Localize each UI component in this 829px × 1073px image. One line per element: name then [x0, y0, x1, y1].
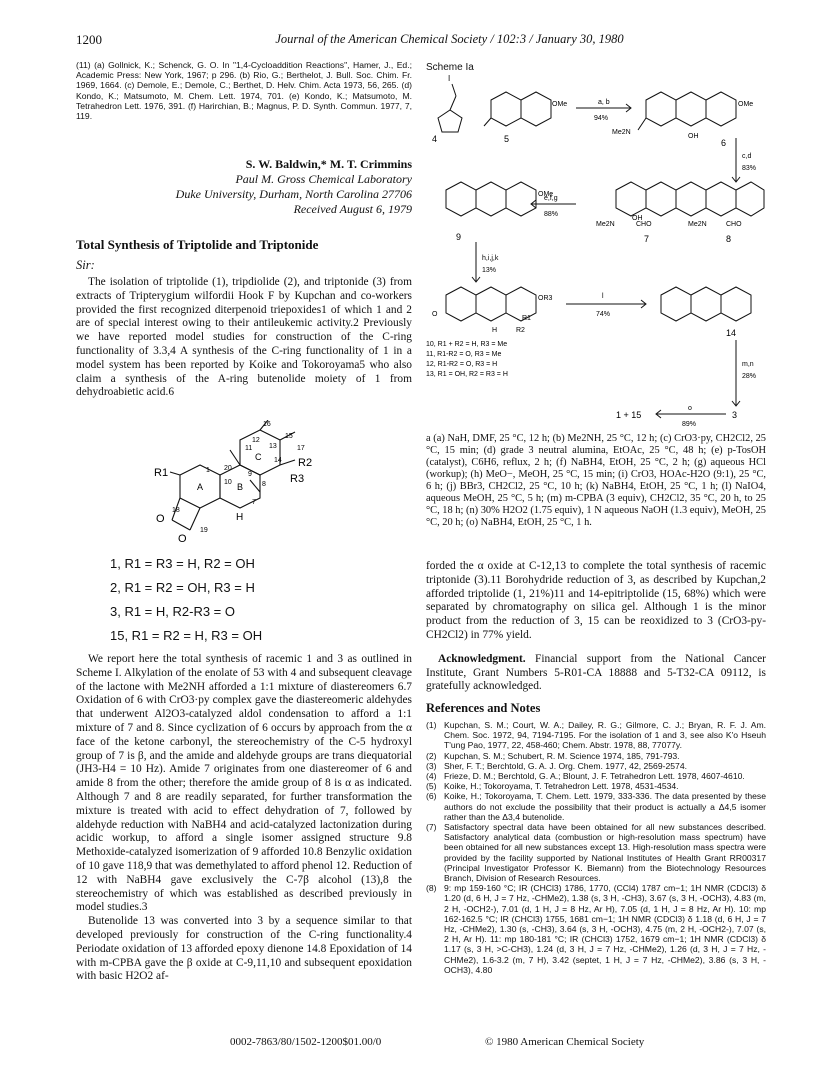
atom-r1: R1: [522, 315, 531, 322]
reference-item: [426, 781, 766, 791]
author-lab: Paul M. Gross Chemical Laboratory: [235, 172, 412, 186]
paragraph-intro: [76, 276, 412, 400]
atom-ome-5: OMe: [552, 101, 568, 108]
references-title: References and Notes: [426, 701, 541, 716]
yield-mn: 28%: [742, 373, 757, 380]
ref-text: Kupchan, S. M.; Court, W. A.; Dailey, R. G.; Gilmore, C. J.; Bryan, R. F. J. Am. Chem. Soc. 1972, 94, 7194-7195. For the isolation of 1 and 3, see also K'o Hseuh T'ung Pao, 1977, 22, 458-460; Chem. Abstr. 1978, 88, 77077y.: [444, 719, 766, 751]
reagent-o: o: [688, 405, 692, 412]
acknowledgment: [426, 653, 766, 694]
compound-8-label: 8: [726, 234, 732, 244]
scheme-list-11: 11, R1-R2 = O, R3 = Me: [426, 351, 502, 358]
ref-number: (5): [426, 781, 437, 792]
reference-list: [426, 720, 766, 975]
struct-label-8: 8: [262, 481, 266, 488]
struct-ring-b: B: [237, 482, 244, 492]
ref-text: Koike, H.; Tokoroyama, T. Chem. Lett. 1979, 333-336. The data presented by these authors do not exclude the possibility that their product is actually a Δ4,5 isomer rather than the Δ3,4 butenolide.: [444, 791, 766, 822]
struct-label-16: 16: [263, 421, 271, 428]
salutation: Sir:: [76, 258, 95, 272]
scheme-list-13: 13, R1 = OH, R2 = R3 = H: [426, 371, 508, 378]
ref-number: (7): [426, 822, 437, 832]
struct-label-9: 9: [248, 471, 252, 478]
ref-number: (8): [426, 883, 437, 894]
scheme-title: Scheme Ia: [426, 62, 474, 73]
struct-ring-c: C: [255, 452, 262, 462]
atom-or3: OR3: [538, 295, 553, 302]
author-university: Duke University, Durham, North Carolina 27706: [175, 187, 412, 201]
reference-item: [426, 791, 766, 822]
top-reference: (11) (a) Gollnick, K.; Schenck, G. O. In "1,4-Cycloaddition Reactions", Hamer, J., Ed.; Academic Press: New York, 1967; p 296. (b) Rio, G.; Berthelot, J. Bull. Soc. Chim. Fr. 1969, 1664. (c) Demole, E.; Demole, C.; Berthet, D. Helv. Chim. Acta 1973, 56, 265. (d) Kondo, K.; Matsumoto, M. Chem. Lett. 1974, 701. (e) Kondo, K.; Matsumoto, M. Tetrahedron Lett. 1976, 391. (f) Harirchian, B.; Magnus, P. D. Synth. Commun. 1977, 7, 119.: [76, 60, 412, 122]
struct-label-13: 13: [269, 443, 277, 450]
legend-line-3: 3, R1 = H, R2-R3 = O: [110, 604, 235, 619]
paragraph-body: [76, 653, 412, 984]
reference-item: [426, 883, 766, 975]
compound-4-ring: [438, 110, 462, 132]
atom-cho-8: CHO: [726, 221, 742, 228]
ref-text: Kupchan, S. M.; Schubert, R. M. Science 1974, 185, 791-793.: [444, 750, 680, 761]
struct-label-r1: R1: [154, 467, 169, 479]
triptolide-structure: [150, 420, 350, 550]
struct-label-r2: R2: [298, 457, 313, 469]
struct-label-h: H: [236, 512, 244, 523]
journal-header: Journal of the American Chemical Society / 102:3 / January 30, 1980: [275, 32, 624, 46]
struct-label-18: 18: [172, 507, 180, 514]
ref-number: (2): [426, 750, 437, 761]
atom-me2n-6: Me2N: [612, 129, 631, 136]
reference-item: [426, 720, 766, 751]
body-text-1: We report here the total synthesis of racemic 1 and 3 as outlined in Scheme I. Alkylation of the enolate of 53 with 4 and subsequent cleavage of the lactone with Me2NH afforded a 1:1 mixture of diastereomers 6.7 Oxidation of 6 with CrO3·py complex gave the diastereomeric aldehydes that underwent Al2O3-catalyzed aldol condensation to afford a 1:1 mixture of 7 and 8. Since cyclization of 6 occurs by approach from the α face of the ketone carbonyl, the stereochemistry of the C-5 hydroxyl group of 7 is β, and the amide and aldehyde groups are trans diequatorial (JH3-H4 = 10 Hz). Amide 7 originates from one diastereomer of 6 and amide 8 from the other; therefore the amide group of 8 is α as indicated. Although 7 and 8 are readily separated, for further transformation the mixture is treated with acid to effect dehydration of 7, followed by aldehyde reduction with NaBH4 and acid-catalyzed lactonization during acidic workup, to afford a single isomer assigned structure 9.8 Methoxide-catalyzed isomerization of 9 afforded 10.8 Benzylic oxidation of 10 gave 118,9 that was demethylated to afford phenol 12. Reduction of 12 with NaBH4 gave exclusively the C-7β alcohol (13),8 the stereochemistry of which was established as described previously in model studies.3: [76, 653, 412, 914]
article-title: Total Synthesis of Triptolide and Triptonide: [76, 237, 319, 252]
reagent-cd: c,d: [742, 153, 752, 160]
reagent-hijk: h,i,j,k: [482, 255, 499, 262]
received-date: Received August 6, 1979: [293, 202, 412, 216]
reference-item: [426, 771, 766, 781]
ack-text: Financial support from the National Cancer Institute, Grant Numbers 5-R01-CA 18888 and 5-T32-CA 09112, is gratefully acknowledged.: [426, 652, 766, 693]
legend-line-2: 2, R1 = R2 = OH, R3 = H: [110, 580, 255, 595]
scheme-bottom-right: 3: [732, 410, 738, 420]
compound-9-label: 9: [456, 232, 462, 242]
right-paragraph: forded the α oxide at C-12,13 to complete the total synthesis of racemic triptonide (3).11 Borohydride reduction of 3, as described by Kupchan,2 afforded triptolide (1, 21%)11 and 14-epitriptolide (15, 68%) which were separated by chromatography on silica gel. Although 1 is the minor product from the reduction of 3, 15 can be reoxidized to 3 (CrO3-py-CH2Cl2) in 77% yield.: [426, 560, 766, 641]
struct-label-r3: R3: [290, 473, 305, 485]
yield-cd: 83%: [742, 165, 757, 172]
author-block: [76, 157, 412, 217]
page-number: 1200: [76, 32, 102, 47]
struct-label-17: 17: [297, 445, 305, 452]
compound-6-label: 6: [721, 138, 727, 148]
ref-number: (3): [426, 760, 437, 771]
yield-l: 74%: [596, 311, 611, 318]
structure-legend: [110, 552, 420, 648]
struct-ring-a: A: [197, 482, 204, 492]
atom-i: I: [448, 74, 451, 83]
reference-item: [426, 751, 766, 761]
intro-text: The isolation of triptolide (1), tripdiolide (2), and triptonide (3) from extracts of Tripterygium wilfordii Hook F by Kupchan and co-workers provided the first recognized diterpenoid triepoxides1 of which 1 and 2 are of special interest owing to their antileukemic activity.2 Previously we have reported model studies for construction of the C-ring functionality of 3.3,4 A synthesis of the C-ring functionality of 1 in a model system has been reported by Koike and Tokoroyama5 who also claim a synthesis of the A-ring butenolide moiety of 1 from dehydroabietic acid.6: [76, 276, 412, 399]
legend-line-4: 15, R1 = R2 = H, R3 = OH: [110, 628, 263, 643]
ref-text: 9: mp 159-160 °C; IR (CHCl3) 1786, 1770, (CCl4) 1787 cm−1; 1H NMR (CDCl3) δ 1.20 (d, 6 H, J = 7 Hz, -CHMe2), 1.38 (s, 3 H, -CH3), 3.67 (s, 3 H, -OCH3), 4.83 (m, 2 H, -OCH2-), 7.01 (d, 1 H, J = 8 Hz, Ar H), 7.05 (d, 1 H, J = 8 Hz, Ar H). 10: mp 162-162.5 °C; IR (CHCl3) 1755, 1681 cm−1; 1H NMR (CDCl3) δ 1.18 (d, 6 H, J = 7 Hz, -CHMe2), 1.30 (s, -CH3), 3.64 (s, 3 H, -OCH3), 4.75 (m, 2 H, -OCH2-), 7.07 (s, 2 H, Ar H). 11: mp 180-181 °C; IR (CHCl3) 1752, 1679 cm−1; 1H NMR (CDCl3) δ 1.17 (s, 3 H, >C-CH3), 1.24 (d, 3 H, J = 7 Hz, -CHMe2), 1.26 (d, 3 H, J = 7 Hz, -CHMe2), 1.6-3.2 (m, 7 H), 3.42 (septet, 1 H, J = 7 Hz, -CHMe2), 3.86 (s, 3 H, -OCH3), 4.80: [444, 883, 766, 975]
ref-number: (6): [426, 791, 437, 802]
ack-label: Acknowledgment.: [438, 652, 526, 665]
atom-me2n-7: Me2N: [596, 221, 615, 228]
struct-label-o1: O: [156, 513, 165, 525]
ref-text: Sher, F. T.; Berchtold, G. A. J. Org. Chem. 1977, 42, 2569-2574.: [444, 760, 687, 771]
legend-line-1: 1, R1 = R3 = H, R2 = OH: [110, 556, 255, 571]
struct-label-19: 19: [200, 527, 208, 534]
scheme-list-12: 12, R1-R2 = O, R3 = H: [426, 361, 498, 368]
body-text-2: Butenolide 13 was converted into 3 by a sequence similar to that developed previously for construction of the C-ring functionality.4 Periodate oxidation of 13 afforded epoxy dienone 14.8 Epoxidation of 14 with m-CPBA gave the β oxide at C-9,11,10 and subsequent epoxidation with basic H2O2 af-: [76, 915, 412, 983]
reagent-ab: a, b: [598, 99, 610, 106]
reference-item: [426, 822, 766, 883]
yield-o: 89%: [682, 421, 697, 428]
compound-14-label: 14: [726, 328, 737, 338]
scheme-footnote: a (a) NaH, DMF, 25 °C, 12 h; (b) Me2NH, 25 °C, 12 h; (c) CrO3·py, CH2Cl2, 25 °C, 15 min; (d) grade 3 neutral alumina, EtOAc, 25 °C, 48 h; (e) p-TosOH (catalyst), C6H6, reflux, 2 h; (f) NaBH4, EtOH, 25 °C, 2 h; (g) aqueous HCl (workup); (h) MeO−, MeOH, 25 °C, 15 min; (i) CrO3, HOAc-H2O (9:1), 25 °C, 6 h; (j) BBr3, CH2Cl2, 25 °C, 10 h; (k) NaBH4, EtOH, 25 °C, 1 h; (l) NaIO4, aqueous MeOH, 25 °C, 5 h; (m) m-CPBA (3 equiv), CH2Cl2, 35 °C, 20 h, to 25 °C, 18 h; (n) 30% H2O2 (1.75 equiv), 1 N aqueous NaOH (1.3 equiv), MeOH, 25 °C, 20 h; (o) NaBH4, EtOH, 25 °C, 1 h.: [426, 433, 766, 528]
atom-o-10: O: [432, 311, 438, 318]
yield-ab: 94%: [594, 115, 609, 122]
footer-copyright: © 1980 American Chemical Society: [485, 1036, 645, 1048]
compound-7-label: 7: [644, 234, 650, 244]
yield-efg: 88%: [544, 211, 559, 218]
right-text: [426, 560, 766, 975]
struct-label-1: 1: [206, 467, 210, 474]
reagent-mn: m,n: [742, 361, 754, 368]
atom-cho-7: CHO: [636, 221, 652, 228]
footer-code: 0002-7863/80/1502-1200$01.00/0: [230, 1036, 382, 1048]
atom-oh-6: OH: [688, 133, 699, 140]
compound-4-label: 4: [432, 134, 438, 144]
ref-number: (1): [426, 719, 437, 730]
ref-text: Satisfactory spectral data have been obtained for all new substances described. Satisfactory analytical data (combustion or high-resolution mass spectrum) have been obtained for all new substances except 13. High-resolution mass spectra were provided by the facility supported by National Institutes of Health Grant RR00317 (Principal Investigator Professor K. Biemann) from the Biotechnology Resources Branch, Division of Research Resources.: [444, 822, 766, 884]
scheme-list-10: 10, R1 + R2 = H, R3 = Me: [426, 341, 508, 348]
author-names: S. W. Baldwin,* M. T. Crimmins: [245, 157, 412, 171]
scheme-bottom-left: 1 + 15: [616, 410, 642, 420]
struct-label-o2: O: [178, 533, 187, 545]
struct-label-14: 14: [274, 457, 282, 464]
reference-item: [426, 761, 766, 771]
reagent-l: l: [602, 293, 604, 300]
compound-5-label: 5: [504, 134, 510, 144]
struct-label-12: 12: [252, 437, 260, 444]
atom-oh-7: OH: [632, 215, 643, 222]
struct-label-11: 11: [245, 445, 253, 452]
ref-text: Frieze, D. M.; Berchtold, G. A.; Blount, J. F. Tetrahedron Lett. 1978, 4607-4610.: [444, 770, 745, 781]
reagent-efg: e,f,g: [544, 195, 558, 202]
atom-h-10: H: [492, 327, 498, 334]
atom-ome-6: OMe: [738, 101, 754, 108]
atom-ome-9: OMe: [538, 191, 554, 198]
yield-hijk: 13%: [482, 267, 497, 274]
struct-label-10: 10: [224, 479, 232, 486]
ref-text: Koike, H.; Tokoroyama, T. Tetrahedron Lett. 1978, 4531-4534.: [444, 781, 679, 792]
scheme-diagram: [426, 70, 766, 430]
atom-me2n-8: Me2N: [688, 221, 707, 228]
atom-r2: R2: [516, 327, 525, 334]
ref-number: (4): [426, 770, 437, 781]
struct-label-20: 20: [224, 465, 232, 472]
struct-label-15: 15: [285, 433, 293, 440]
struct-label-7: 7: [252, 499, 256, 506]
